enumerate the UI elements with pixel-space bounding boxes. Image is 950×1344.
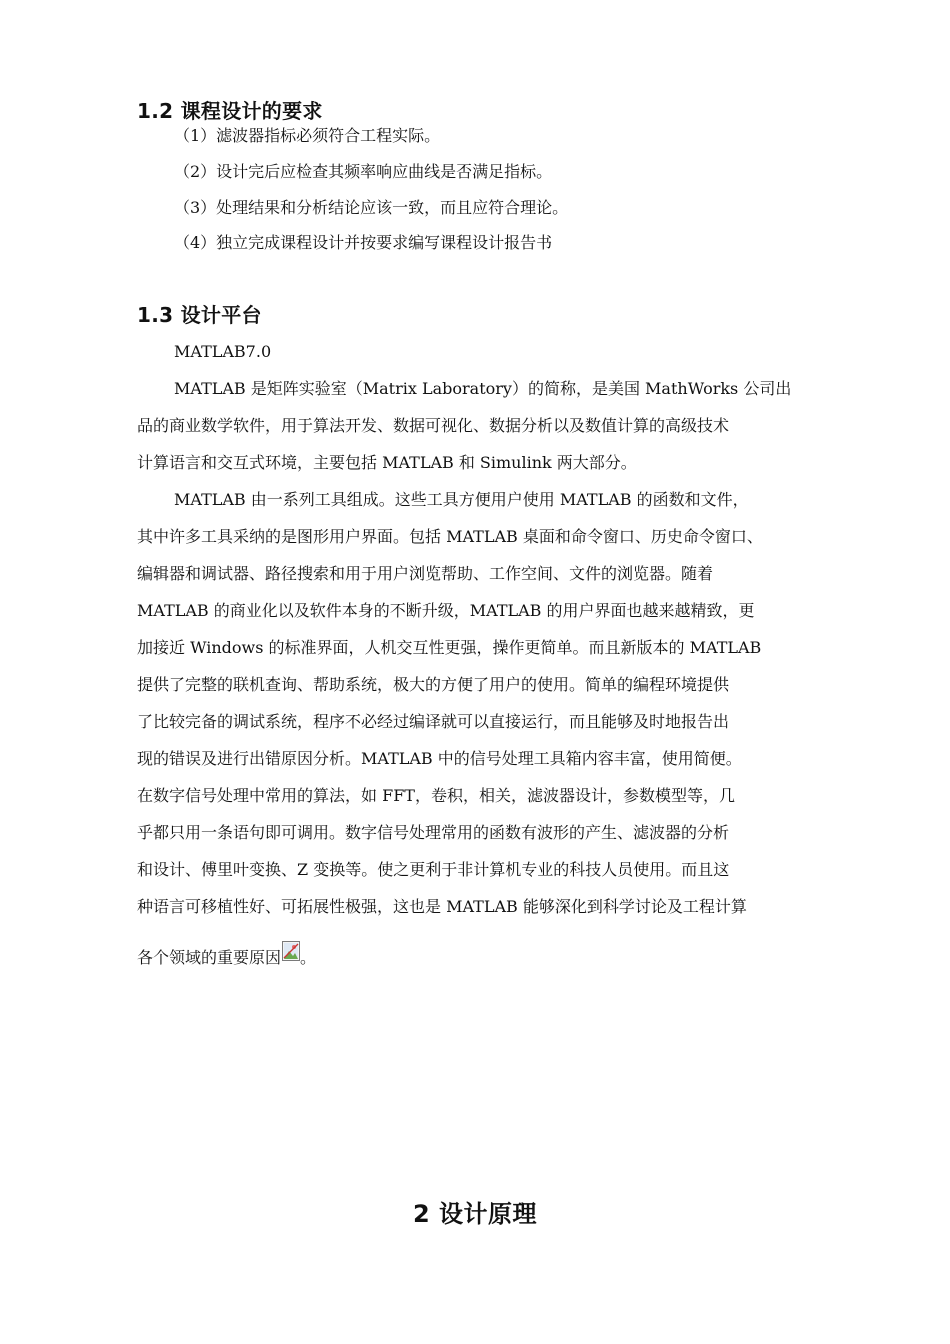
- last-line-end: 。: [300, 948, 317, 967]
- paragraph-2-line: 其中许多工具采纳的是图形用户界面。包括 MATLAB 桌面和命令窗口、历史命令窗口、: [137, 527, 763, 546]
- broken-image-icon[interactable]: [282, 925, 300, 945]
- requirement-item-1: （1）滤波器指标必须符合工程实际。: [174, 126, 441, 145]
- version-line: MATLAB7.0: [174, 342, 272, 361]
- requirement-item-2: （2）设计完后应检查其频率响应曲线是否满足指标。: [174, 162, 553, 181]
- platform-paragraphs: [137, 333, 877, 980]
- paragraph-2-line: 在数字信号处理中常用的算法，如 FFT，卷积，相关，滤波器设计，参数模型等，几: [137, 786, 735, 805]
- requirement-item-4: （4）独立完成课程设计并按要求编写课程设计报告书: [174, 233, 553, 252]
- paragraph-1-line: 计算语言和交互式环境，主要包括 MATLAB 和 Simulink 两大部分。: [137, 453, 637, 472]
- paragraph-2-line: 和设计、傅里叶变换、Z 变换等。使之更利于非计算机专业的科技人员使用。而且这: [137, 860, 730, 879]
- chapter-heading-2: 2 设计原理: [412, 1200, 538, 1228]
- paragraph-2-line: 现的错误及进行出错原因分析。MATLAB 中的信号处理工具箱内容丰富，使用简便。: [137, 749, 742, 768]
- section-heading-1-3: 1.3 设计平台: [137, 303, 262, 327]
- requirement-item-3: （3）处理结果和分析结论应该一致，而且应符合理论。: [174, 198, 569, 217]
- paragraph-2-line: 提供了完整的联机查询、帮助系统，极大的方便了用户的使用。简单的编程环境提供: [137, 675, 730, 694]
- paragraph-2-line: MATLAB 由一系列工具组成。这些工具方便用户使用 MATLAB 的函数和文件，: [174, 490, 749, 509]
- paragraph-1-line: 品的商业数学软件，用于算法开发、数据可视化、数据分析以及数值计算的高级技术: [137, 416, 730, 435]
- paragraph-2-line: 种语言可移植性好、可拓展性极强，这也是 MATLAB 能够深化到科学讨论及工程计算: [137, 897, 747, 916]
- paragraph-2-line: 加接近 Windows 的标准界面，人机交互性更强，操作更简单。而且新版本的 MATLAB: [137, 638, 762, 657]
- paragraph-2-line: 乎都只用一条语句即可调用。数字信号处理常用的函数有波形的产生、滤波器的分析: [137, 823, 730, 842]
- paragraph-2-last-line: [137, 925, 877, 980]
- paragraph-2-line: 了比较完备的调试系统，程序不必经过编译就可以直接运行，而且能够及时地报告出: [137, 712, 730, 731]
- paragraph-2-line: MATLAB 的商业化以及软件本身的不断升级，MATLAB 的用户界面也越来越精致，更: [137, 601, 755, 620]
- paragraph-1-line: MATLAB 是矩阵实验室（Matrix Laboratory）的简称，是美国 MathWorks 公司出: [174, 379, 792, 398]
- section-heading-1-2: 1.2 课程设计的要求: [137, 99, 323, 123]
- paragraph-2-line: 编辑器和调试器、路径搜索和用于用户浏览帮助、工作空间、文件的浏览器。随着: [137, 564, 714, 583]
- last-line-text: 各个领域的重要原因: [137, 948, 282, 967]
